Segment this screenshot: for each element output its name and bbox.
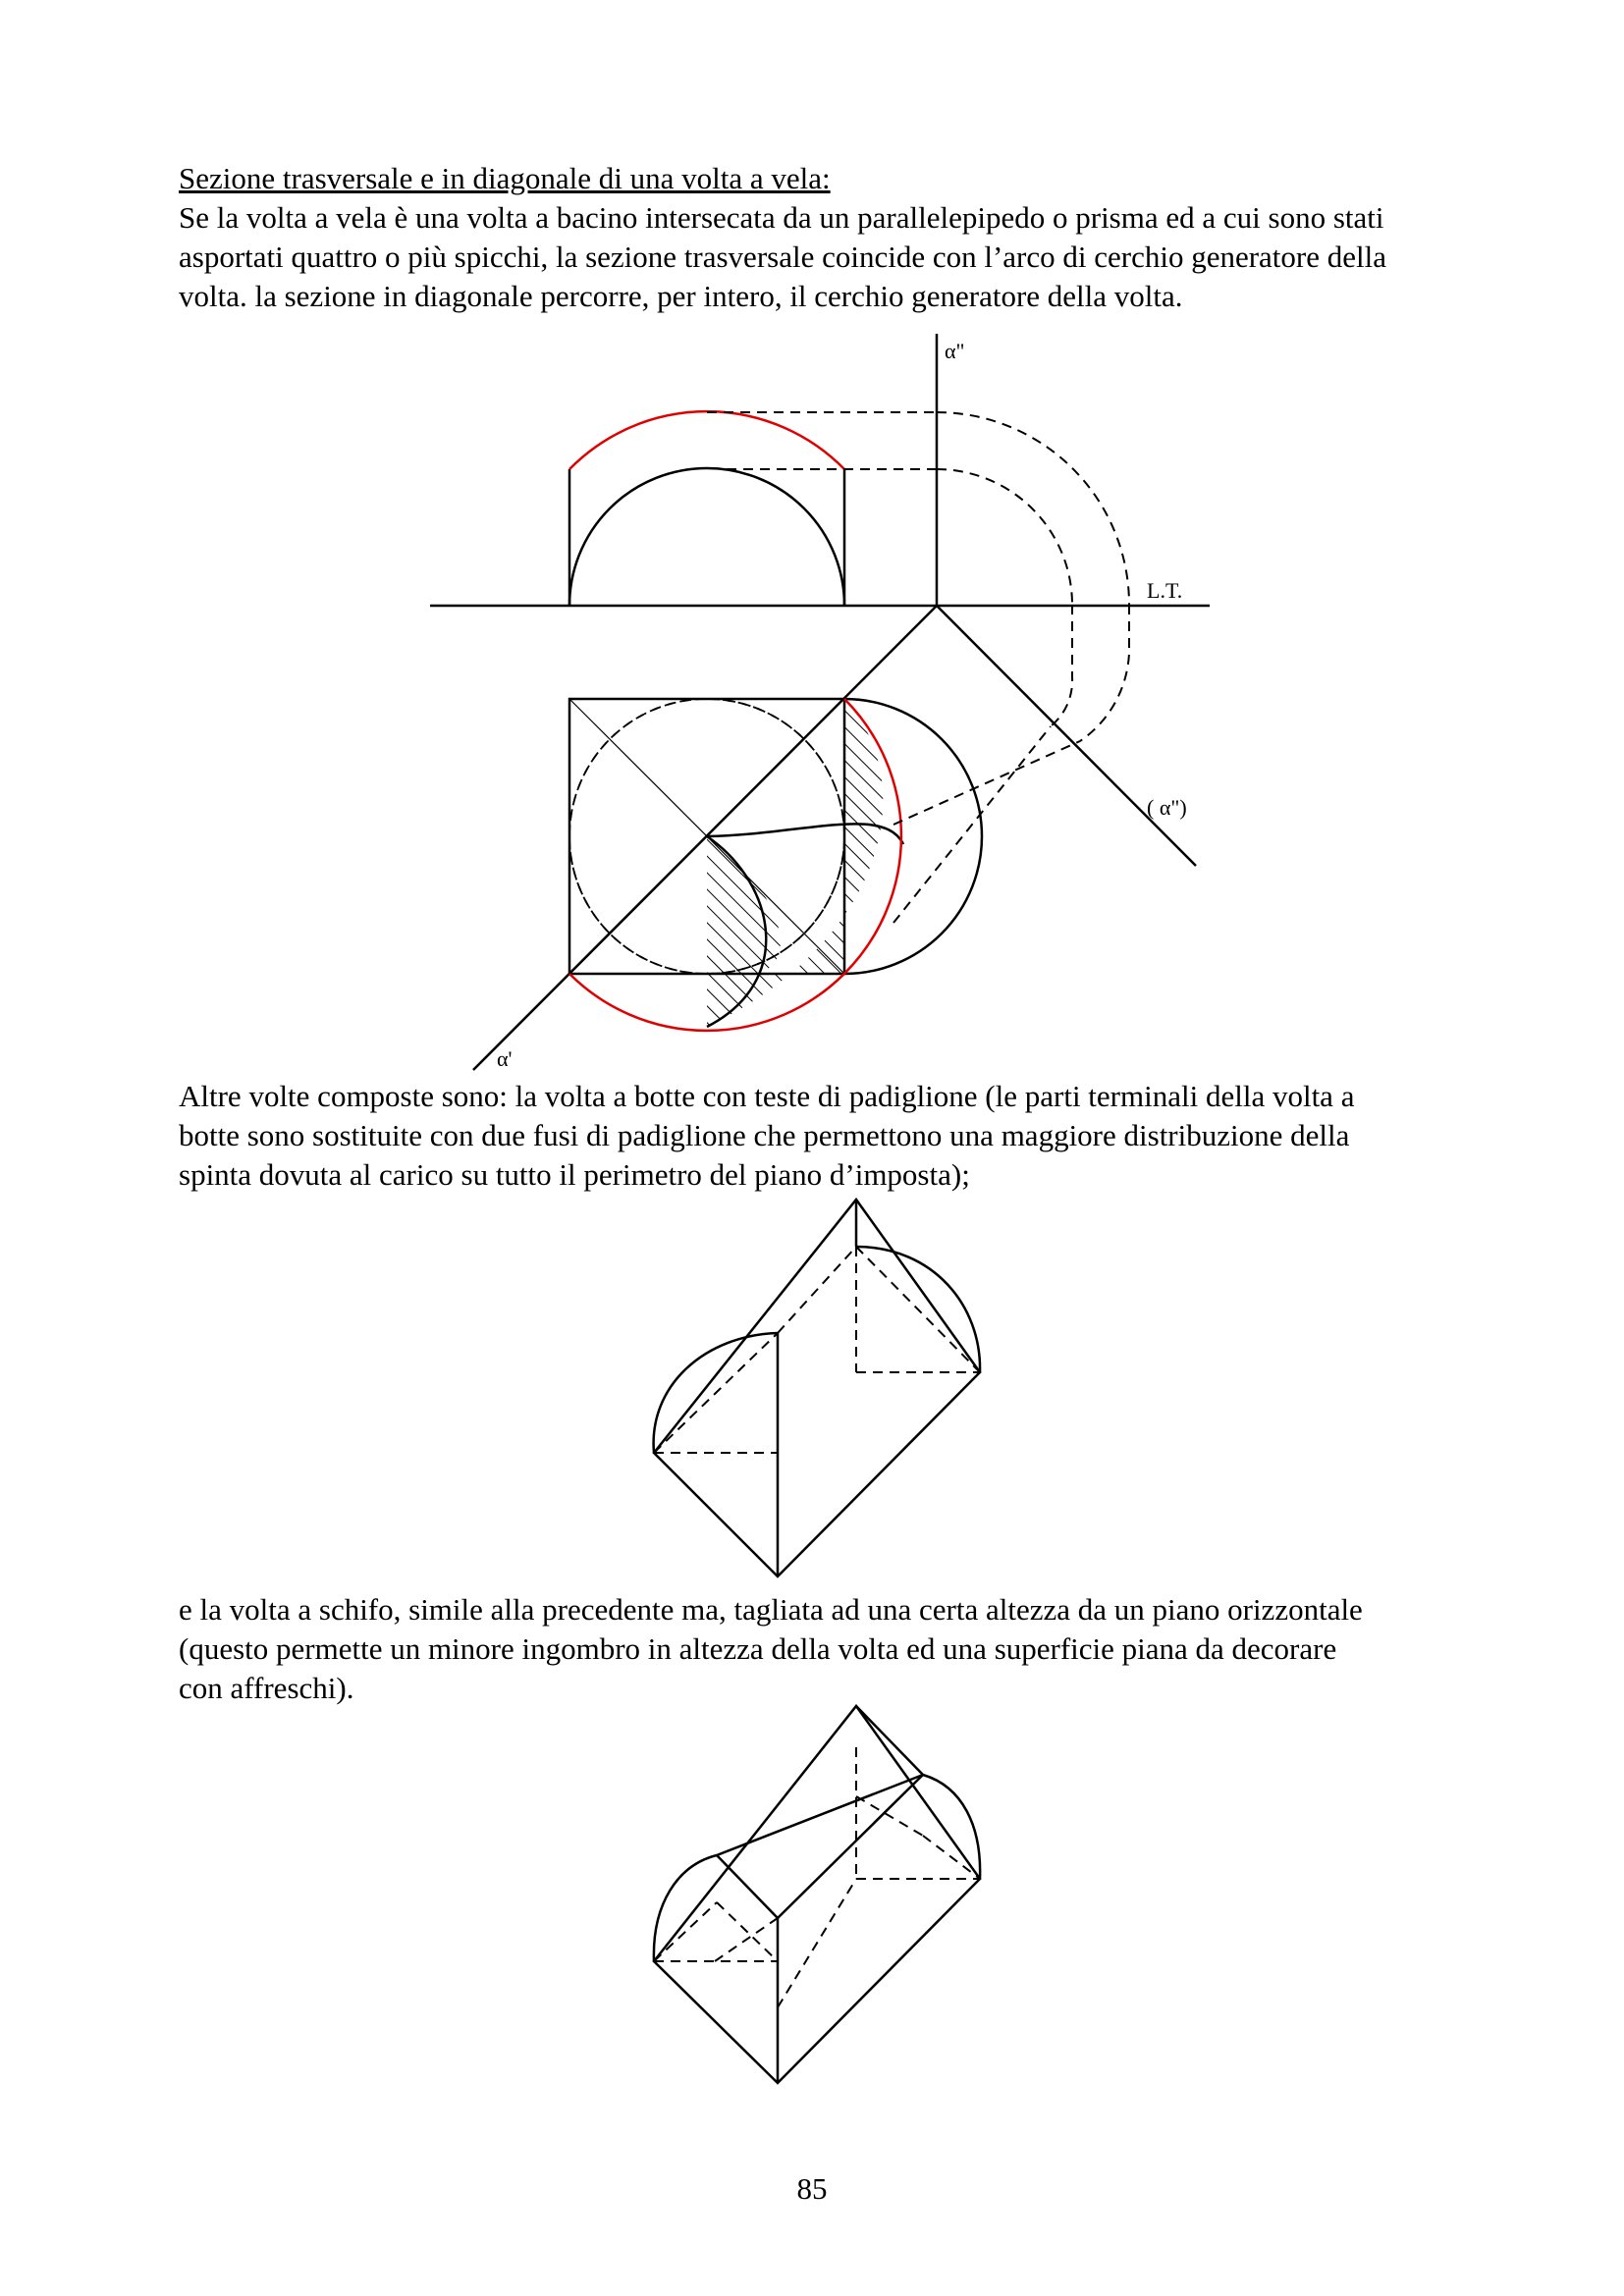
paragraph-line: Altre volte composte sono: la volta a botte con teste di padiglione (le parti terminali della volta a [179, 1079, 1355, 1113]
schifo-dashed-ridge [778, 1879, 856, 2007]
dashed-back-diagonal [856, 1247, 980, 1372]
dashed-lobe-left [569, 699, 707, 974]
section-heading: Sezione trasversale e in diagonale di una volta a vela: [179, 161, 831, 195]
section-volta-a-schifo [179, 1590, 1455, 1708]
paragraph-line: volta. la sezione in diagonale percorre, per intero, il cerchio generatore della volta. [179, 279, 1183, 313]
paragraph-line: spinta dovuta al carico su tutto il perimetro del piano d’imposta); [179, 1157, 970, 1192]
alpha-prime-label: α' [497, 1046, 513, 1071]
section-volta-a-vela [179, 159, 1455, 316]
dashed-ridge [778, 1247, 856, 1333]
schifo-back-curve [923, 1775, 980, 1879]
schifo-dashed-front-inner [717, 1902, 778, 1961]
elevation-red-arc [569, 411, 844, 469]
dashed-front-diagonal [654, 1333, 778, 1453]
schifo-dashed-front-diagonal [715, 1918, 778, 1961]
dashed-inner-arc [937, 469, 1072, 605]
projection-dashed-1 [893, 741, 1080, 825]
prism-outline [654, 1200, 980, 1576]
schifo-back-top [856, 1706, 923, 1775]
alpha-double-label: α" [945, 339, 965, 363]
figure-volta-a-schifo [0, 1698, 1624, 2091]
schifo-top-edge [717, 1775, 923, 1855]
rotated-plane-trace [937, 606, 1196, 866]
dashed-inner-bend [1051, 605, 1072, 726]
paragraph-line: botte sono sostituite con due fusi di padiglione che permettono una maggiore distribuzione della [179, 1118, 1350, 1152]
schifo-top-edge-front [778, 1775, 923, 1918]
paragraph-line: con affreschi). [179, 1671, 354, 1705]
lt-label: L.T. [1147, 578, 1183, 603]
elevation-semicircle [569, 468, 844, 606]
figure-volta-a-vela-sections [0, 324, 1624, 1080]
paragraph-line: (questo permette un minore ingombro in altezza della volta ed una superficie piana da decorare [179, 1631, 1337, 1666]
figure-volta-botte-padiglione [0, 1198, 1624, 1590]
section-botte-teste-padiglione [179, 1077, 1455, 1195]
schifo-prism-outline [654, 1706, 980, 2083]
paragraph-line: Se la volta a vela è una volta a bacino intersecata da un parallelepipedo o prisma ed a cui sono stati [179, 200, 1384, 235]
alpha-paren-label: ( α") [1147, 795, 1187, 820]
schifo-front-cut [717, 1855, 778, 1918]
page-number: 85 [796, 2171, 828, 2206]
paragraph-line: e la volta a schifo, simile alla precedente ma, tagliata ad una certa altezza da un piano orizzontale [179, 1592, 1363, 1627]
projection-dashed-2 [893, 726, 1051, 923]
paragraph-line: asportati quattro o più spicchi, la sezione trasversale coincide con l’arco di cerchio generatore della [179, 240, 1386, 274]
schifo-front-curve [654, 1855, 717, 1961]
dashed-outer-bend [1080, 605, 1129, 741]
dashed-lobe-top [569, 699, 844, 836]
schifo-dashed-back-diagonal [923, 1836, 980, 1879]
schifo-dashed-front-left [654, 1902, 717, 1961]
